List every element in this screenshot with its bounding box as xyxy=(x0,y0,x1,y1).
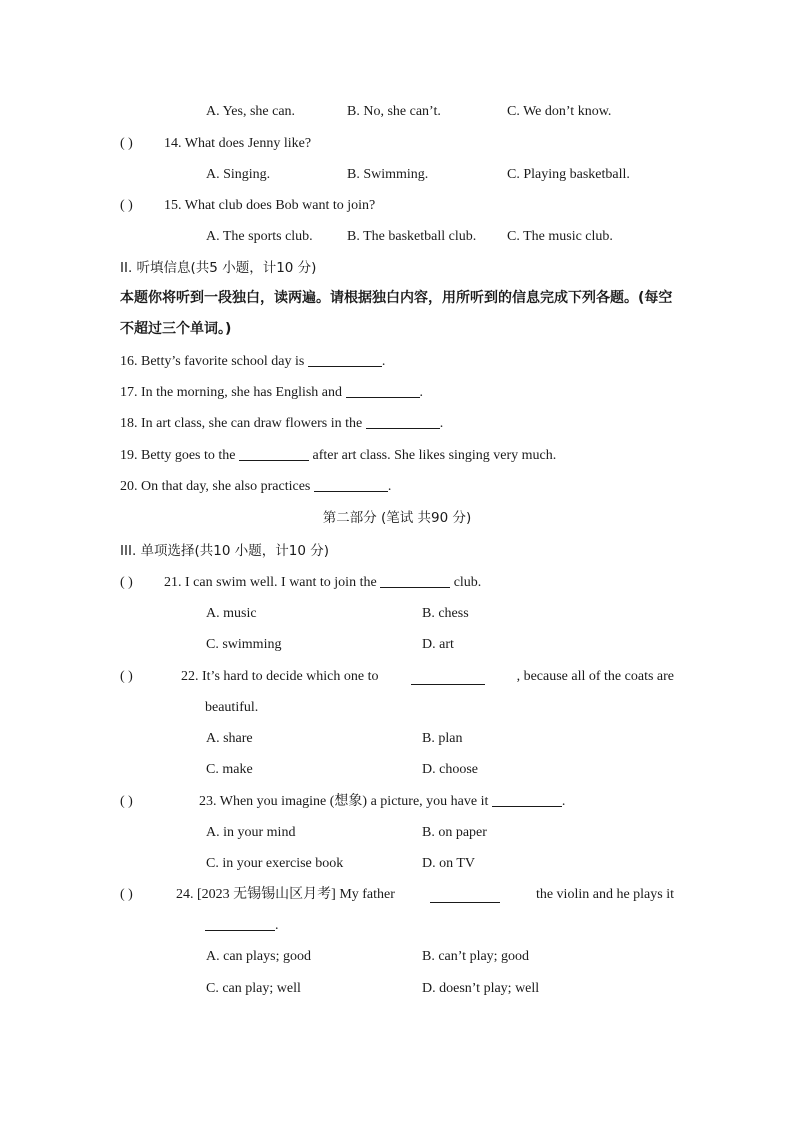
q22-text-cont: beautiful. xyxy=(205,700,259,715)
q19-end: after art class. She likes singing very much. xyxy=(309,448,557,463)
answer-paren: ( ) xyxy=(120,887,133,902)
q22-text: 22. It’s hard to decide which one to xyxy=(181,669,379,684)
q21-options-row2 xyxy=(0,634,794,656)
q24-option-b: B. can’t play; good xyxy=(422,949,530,964)
q23-option-b: B. on paper xyxy=(422,825,487,840)
q22-stem-cont xyxy=(0,697,794,719)
q24-blank-2[interactable] xyxy=(205,916,275,931)
q24-end: . xyxy=(275,918,279,933)
q23-stem xyxy=(0,791,794,813)
q22-option-c: C. make xyxy=(206,762,253,777)
q23-options-row2 xyxy=(0,853,794,875)
q20-end: . xyxy=(387,479,392,494)
q21-option-d: D. art xyxy=(422,637,454,652)
q18-blank[interactable] xyxy=(366,414,440,429)
q24-option-a: A. can plays; good xyxy=(206,949,311,964)
part-2-title: 第二部分 (笔试 共90 分) xyxy=(322,510,472,526)
q22-option-a: A. share xyxy=(206,731,253,746)
q23-option-c: C. in your exercise book xyxy=(206,856,344,871)
q21-options-row1 xyxy=(0,603,794,625)
answer-paren: ( ) xyxy=(120,575,133,590)
q23-option-a: A. in your mind xyxy=(206,825,296,840)
q20-text: 20. On that day, she also practices xyxy=(120,479,314,494)
q22-option-d: D. choose xyxy=(422,762,478,777)
q14-text: 14. What does Jenny like? xyxy=(164,136,312,151)
section-3-heading xyxy=(0,540,794,562)
section-3-title: III. 单项选择(共10 小题，计10 分) xyxy=(120,543,329,559)
q17-line xyxy=(0,382,794,404)
q15-option-c: C. The music club. xyxy=(507,229,613,244)
q22-options-row2 xyxy=(0,759,794,781)
q14-option-a: A. Singing. xyxy=(206,167,271,182)
q13-option-b: B. No, she can’t. xyxy=(347,104,441,119)
q15-stem xyxy=(0,195,794,217)
section-2-instruction: 本题你将听到一段独白，读两遍。请根据独白内容，用所听到的信息完成下列各题。(每空不超过三个单词。) xyxy=(120,290,673,337)
answer-paren: ( ) xyxy=(120,198,133,213)
q24-text: 24. [2023 无锡锡山区月考] My father xyxy=(176,887,395,902)
answer-paren: ( ) xyxy=(120,794,133,809)
q19-line xyxy=(0,445,794,467)
q21-option-b: B. chess xyxy=(422,606,469,621)
q21-text: 21. I can swim well. I want to join the xyxy=(164,575,381,590)
q17-blank[interactable] xyxy=(346,383,420,398)
q16-line xyxy=(0,351,794,373)
q24-stem xyxy=(0,884,794,906)
q18-end: . xyxy=(439,416,444,431)
q14-option-c: C. Playing basketball. xyxy=(507,167,630,182)
q18-line xyxy=(0,413,794,435)
q24-options-row1 xyxy=(0,946,794,968)
q23-options-row1 xyxy=(0,822,794,844)
q14-stem xyxy=(0,133,794,155)
q22-option-b: B. plan xyxy=(422,731,463,746)
q24-stem-cont xyxy=(0,915,794,937)
q23-option-d: D. on TV xyxy=(422,856,476,871)
q22-end: , because all of the coats are xyxy=(516,669,674,684)
answer-paren: ( ) xyxy=(120,669,133,684)
part-2-heading xyxy=(0,507,794,529)
answer-paren: ( ) xyxy=(120,136,133,151)
q24-mid: the violin and he plays it xyxy=(535,887,674,902)
q20-blank[interactable] xyxy=(314,477,388,492)
q14-option-b: B. Swimming. xyxy=(347,167,429,182)
q16-text: 16. Betty’s favorite school day is xyxy=(120,354,308,369)
q19-text: 19. Betty goes to the xyxy=(120,448,239,463)
q15-text: 15. What club does Bob want to join? xyxy=(164,198,376,213)
q24-option-c: C. can play; well xyxy=(206,981,301,996)
q14-options xyxy=(0,164,794,186)
q18-text: 18. In art class, she can draw flowers in the xyxy=(120,416,366,431)
q13-options xyxy=(0,101,794,123)
q13-option-c: C. We don’t know. xyxy=(507,104,612,119)
q16-blank[interactable] xyxy=(308,352,382,367)
q21-option-a: A. music xyxy=(206,606,257,621)
section-2-title: II. 听填信息(共5 小题，计10 分) xyxy=(120,260,317,276)
section-2-heading xyxy=(0,257,794,279)
q16-end: . xyxy=(381,354,386,369)
q20-line xyxy=(0,476,794,498)
q24-option-d: D. doesn’t play; well xyxy=(422,981,540,996)
q21-stem xyxy=(0,572,794,594)
q23-text: 23. When you imagine (想象) a picture, you have it xyxy=(199,794,492,809)
q17-end: . xyxy=(419,385,424,400)
q22-blank[interactable] xyxy=(411,670,485,685)
q22-stem xyxy=(0,666,794,688)
q24-options-row2 xyxy=(0,978,794,1000)
q21-option-c: C. swimming xyxy=(206,637,282,652)
q24-blank-1[interactable] xyxy=(430,888,500,903)
q19-blank[interactable] xyxy=(239,446,309,461)
q23-end: . xyxy=(561,794,566,809)
q15-option-a: A. The sports club. xyxy=(206,229,313,244)
q23-blank[interactable] xyxy=(492,792,562,807)
q17-text: 17. In the morning, she has English and xyxy=(120,385,346,400)
q15-options xyxy=(0,226,794,248)
q22-options-row1 xyxy=(0,728,794,750)
q21-blank[interactable] xyxy=(380,573,450,588)
q21-end: club. xyxy=(450,575,482,590)
q13-option-a: A. Yes, she can. xyxy=(206,104,296,119)
q15-option-b: B. The basketball club. xyxy=(347,229,477,244)
